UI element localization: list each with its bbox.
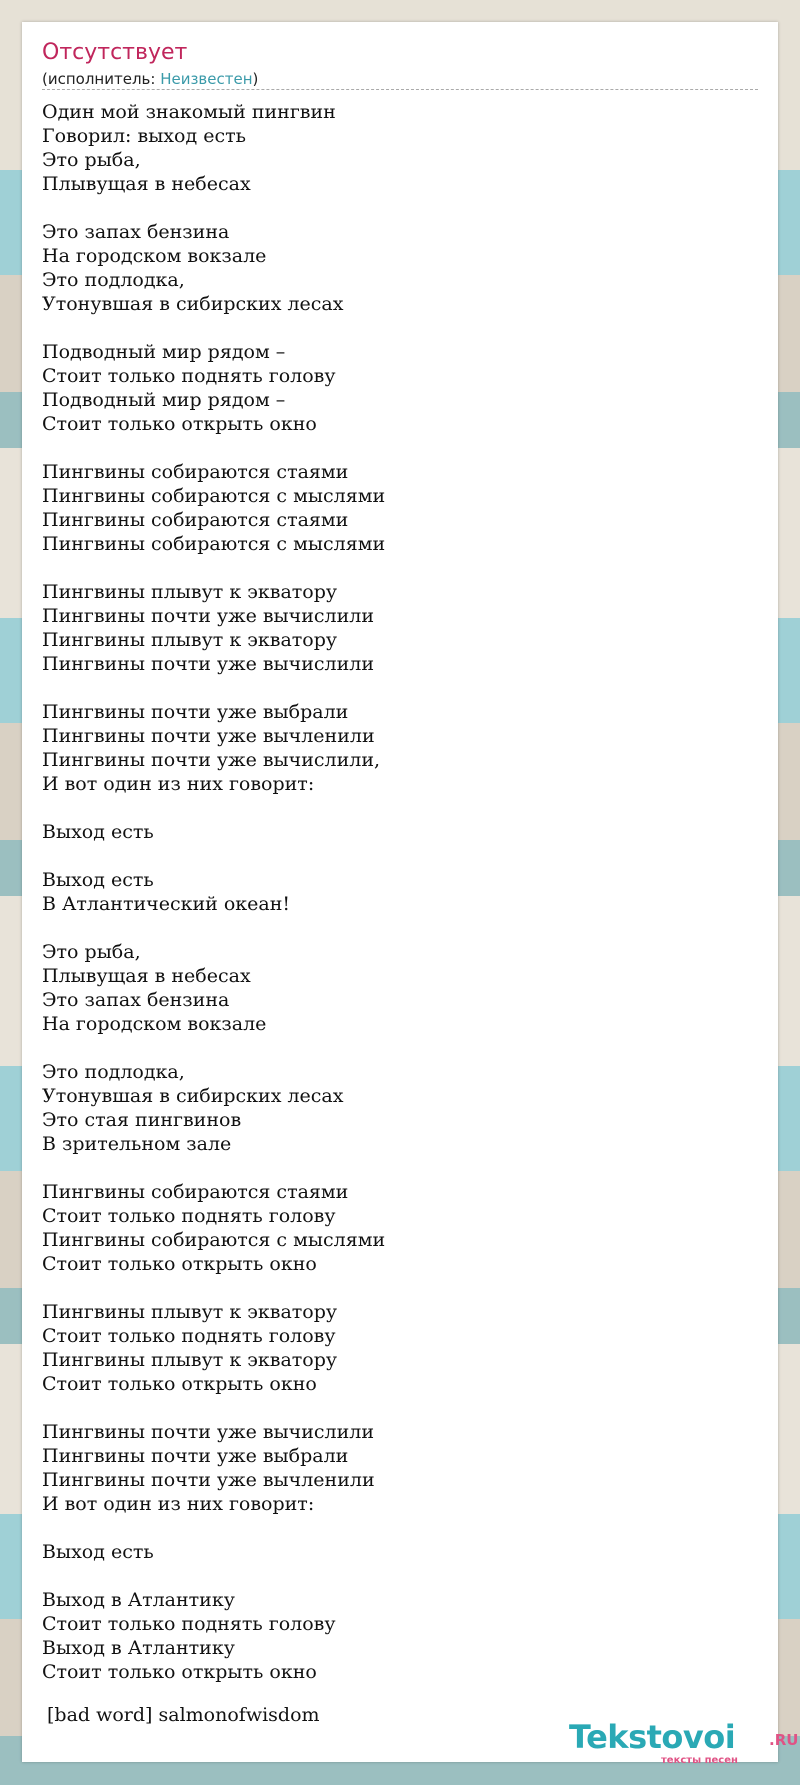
artist-suffix: ) — [252, 70, 259, 88]
logo-tagline: тексты песен — [661, 1755, 738, 1766]
logo-tld: .RU — [769, 1731, 799, 1749]
logo-name: Tekstovoi — [569, 1718, 736, 1756]
site-logo[interactable] — [569, 1718, 799, 1766]
lyrics-credit: [bad word] salmonofwisdom — [47, 1704, 320, 1726]
artist-link[interactable]: Неизвестен — [160, 70, 253, 88]
artist-line — [42, 70, 758, 90]
lyrics-text: Один мой знакомый пингвин Говорил: выход есть Это рыба, Плывущая в небесах Это запах бензина На городском вокзале Это подлодка, Утонувшая в сибирских лесах Подводный мир рядом – Стоит только поднять голову Подводный мир рядом – Стоит только открыть окно Пингвины собираются стаями Пингвины собираются с мыслями Пингвины собираются стаями Пингвины собираются с мыслями Пингвины плывут к экватору Пингвины почти уже вычислили Пингвины плывут к экватору Пингвины почти уже вычислили Пингвины почти уже выбрали Пингвины почти уже вычленили Пингвины почти уже вычислили, И вот один из них говорит: Выход есть Выход есть В Атлантический океан! Это рыба, Плывущая в небесах Это запах бензина На городском вокзале Это подлодка, Утонувшая в сибирских лесах Это стая пингвинов В зрительном зале Пингвины собираются стаями Стоит только поднять голову Пингвины собираются с мыслями Стоит только открыть окно Пингвины плывут к экватору Стоит только поднять голову Пингвины плывут к экватору Стоит только открыть окно Пингвины почти уже вычислили Пингвины почти уже выбрали Пингвины почти уже вычленили И вот один из них говорит: Выход есть Выход в Атлантику Стоит только поднять голову Выход в Атлантику Стоит только открыть окно — [42, 101, 386, 1683]
lyrics-card — [22, 22, 799, 1766]
song-title: Отсутствует — [42, 40, 188, 65]
artist-prefix: (исполнитель: — [42, 70, 161, 88]
